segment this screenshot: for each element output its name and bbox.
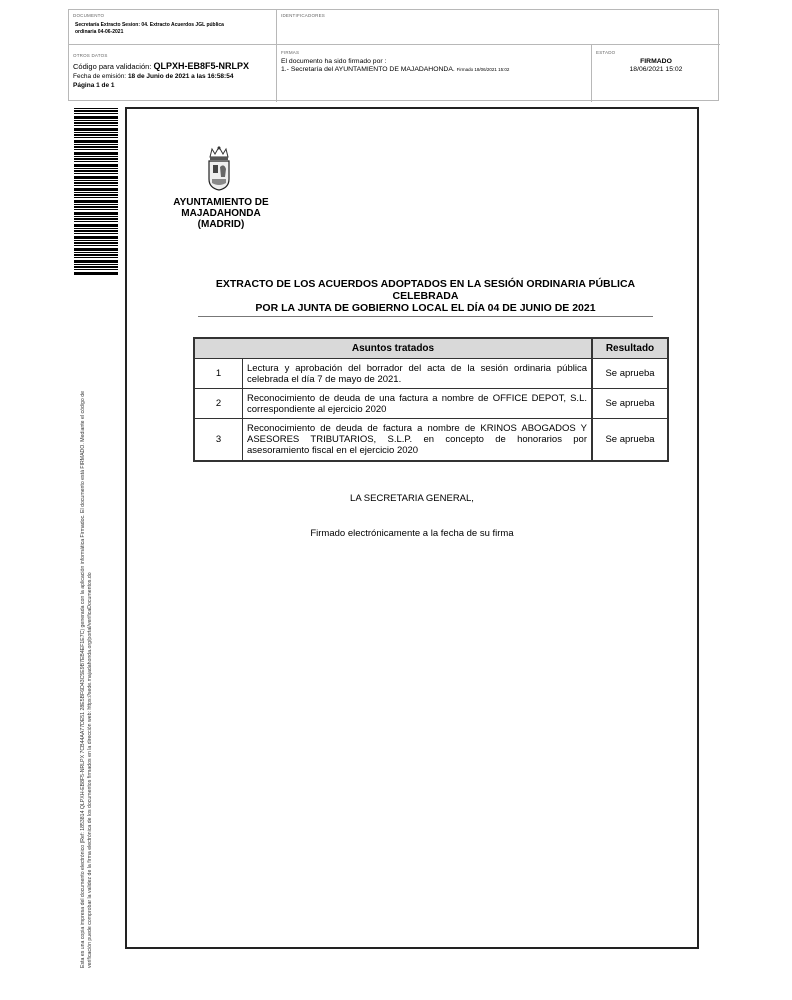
col-resultado-header: Resultado	[592, 338, 668, 359]
firmas-cell	[277, 45, 592, 102]
title-line-1: EXTRACTO DE LOS ACUERDOS ADOPTADOS EN LA SESIÓN ORDINARIA PÚBLICA CELEBRADA	[215, 278, 636, 302]
otros-datos-cell	[69, 45, 277, 102]
estado-value: FIRMADO	[640, 58, 672, 65]
estado-caption: ESTADO	[596, 50, 616, 55]
documento-caption: DOCUMENTO	[73, 13, 105, 18]
firmante: 1.- Secretaría del AYUNTAMIENTO DE MAJADAHONDA.	[281, 66, 455, 73]
codigo-label: Código para validación:	[73, 62, 152, 71]
codigo-value: QLPXH-EB8F5-NRLPX	[153, 61, 249, 71]
document-header	[68, 9, 719, 101]
organization-name	[158, 197, 284, 230]
fecha-label: Fecha de emisión:	[73, 73, 127, 80]
org-line-2: MAJADAHONDA	[181, 208, 261, 219]
title-line-2: POR LA JUNTA DE GOBIERNO LOCAL EL DÍA 04 DE JUNIO DE 2021	[255, 302, 596, 314]
row-result: Se aprueba	[592, 419, 668, 461]
table-row	[194, 359, 668, 389]
row-result: Se aprueba	[592, 389, 668, 419]
verification-side-note	[80, 268, 94, 968]
identificadores-cell	[277, 10, 720, 45]
documento-text: Secretaría Extracto Sesion: 04. Extracto Acuerdos JGL pública ordinaria 04-06-2021	[75, 22, 224, 35]
row-description: Lectura y aprobación del borrador del acta de la sesión ordinaria pública celebrada el día 7 de mayo de 2021.	[243, 359, 593, 389]
secretaria-signature: LA SECRETARIA GENERAL,	[350, 493, 474, 504]
firmante-line	[281, 66, 509, 73]
side-note-line-1: Esta es una copia impresa del documento electrónico (Ref: 1853814 QLPXH-EB8F5-NRLPX 7CB44AA77DE51 28E5BF6D43C5E9B7EB4EF1E7C) generada con la aplicación informática Firmadoc. El documento está FIRMADO. Mediante el código de	[80, 391, 86, 968]
org-line-1: AYUNTAMIENTO DE	[173, 197, 269, 208]
electronic-signature-note: Firmado electrónicamente a la fecha de su firma	[310, 528, 514, 539]
row-number: 3	[194, 419, 243, 461]
col-asuntos-header: Asuntos tratados	[194, 338, 592, 359]
agreements-table	[193, 337, 669, 462]
row-number: 2	[194, 389, 243, 419]
otros-datos-caption: OTROS DATOS	[73, 53, 108, 58]
side-note-line-2: verificación puede comprobar la validez de la firma electrónica de los documentos firmados en la dirección web: https://sede.majadahonda.org/portal/verificaDocumentos.do	[87, 572, 93, 968]
pagina-info: Página 1 de 1	[73, 82, 115, 89]
estado-fecha: 18/06/2021 15:02	[629, 66, 683, 73]
fecha-emision	[73, 73, 233, 80]
row-result: Se aprueba	[592, 359, 668, 389]
identificadores-caption: IDENTIFICADORES	[281, 13, 326, 18]
firmado-por: El documento ha sido firmado por :	[281, 58, 387, 65]
row-number: 1	[194, 359, 243, 389]
firmas-caption: FIRMAS	[281, 50, 300, 55]
barcode	[74, 108, 118, 276]
table-row	[194, 419, 668, 461]
table-row	[194, 389, 668, 419]
firmante-fecha: Firmado 18/06/2021 15:02	[456, 67, 510, 72]
row-description: Reconocimiento de deuda de factura a nombre de KRINOS ABOGADOS Y ASESORES TRIBUTARIOS, S.L.P. en concepto de honorarios por asesoramiento fiscal en el ejercicio 2020	[243, 419, 593, 461]
fecha-value: 18 de Junio de 2021 a las 16:58:54	[127, 73, 234, 80]
estado-cell	[592, 45, 720, 102]
table-header-row	[194, 338, 668, 359]
row-description: Reconocimiento de deuda de una factura a nombre de OFFICE DEPOT, S.L. correspondiente al ejercicio 2020	[243, 389, 593, 419]
codigo-validacion	[73, 61, 249, 71]
documento-cell	[69, 10, 277, 45]
document-title	[198, 278, 653, 317]
coat-of-arms-icon	[204, 145, 234, 191]
org-line-3: (MADRID)	[197, 219, 245, 230]
